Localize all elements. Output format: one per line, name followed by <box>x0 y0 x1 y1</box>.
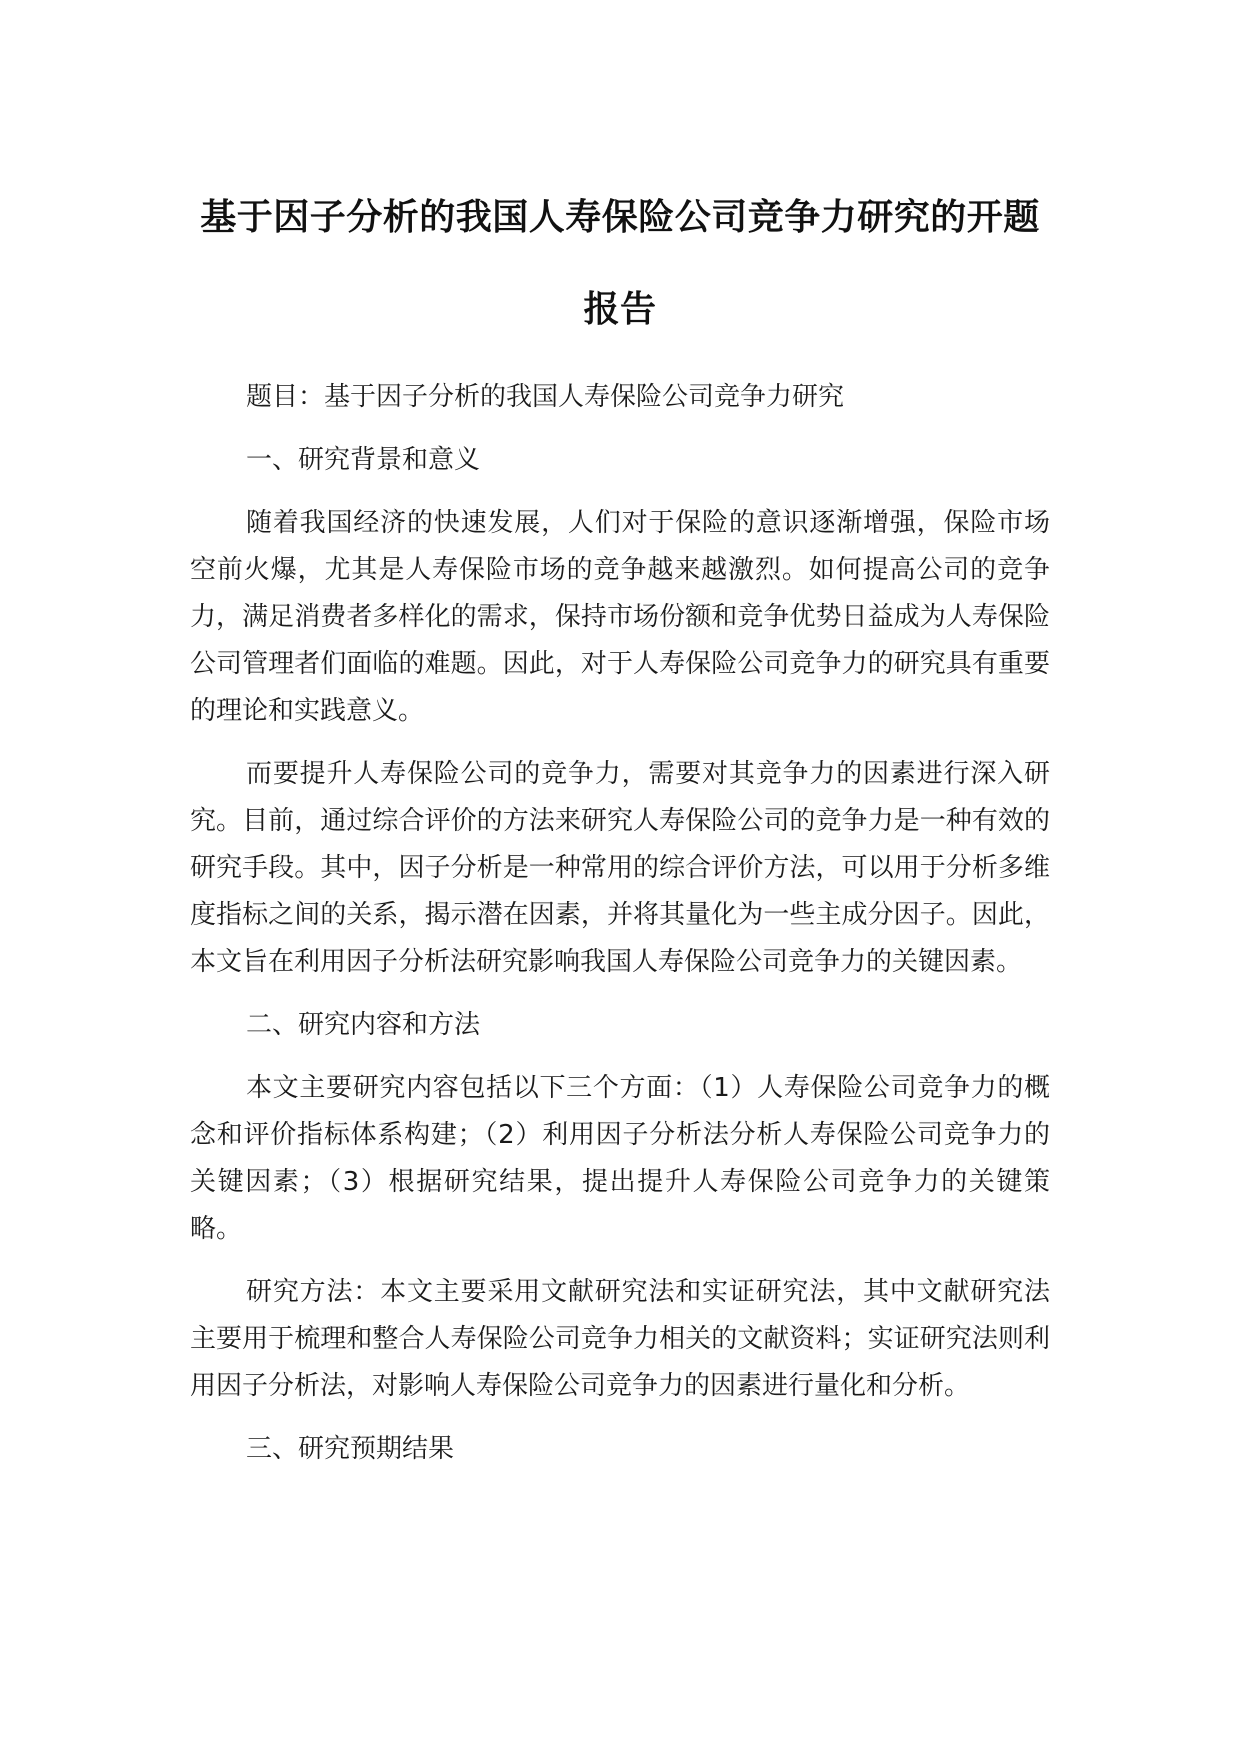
section-heading-expected-results: 三、研究预期结果 <box>246 1434 455 1464</box>
document-body <box>190 374 1050 1489</box>
paragraph-background: 随着我国经济的快速发展，人们对于保险的意识逐渐增强，保险市场空前火爆，尤其是人寿保险市场的竞争越来越激烈。如何提高公司的竞争力，满足消费者多样化的需求，保持市场份额和竞争优势日益成为人寿保险公司管理者们面临的难题。因此，对于人寿保险公司竞争力的研究具有重要的理论和实践意义。 <box>190 508 1050 726</box>
document-title: 基于因子分析的我国人寿保险公司竞争力研究的开题报告 <box>200 197 1040 330</box>
topic-line: 题目：基于因子分析的我国人寿保险公司竞争力研究 <box>246 382 845 412</box>
paragraph-research-method: 研究方法：本文主要采用文献研究法和实证研究法，其中文献研究法主要用于梳理和整合人寿保险公司竞争力相关的文献资料；实证研究法则利用因子分析法，对影响人寿保险公司竞争力的因素进行量化和分析。 <box>190 1277 1050 1401</box>
section-heading-background: 一、研究背景和意义 <box>246 445 481 475</box>
section-heading-content-method: 二、研究内容和方法 <box>246 1010 481 1040</box>
paragraph-factor-analysis: 而要提升人寿保险公司的竞争力，需要对其竞争力的因素进行深入研究。目前，通过综合评价的方法来研究人寿保险公司的竞争力是一种有效的研究手段。其中，因子分析是一种常用的综合评价方法，可以用于分析多维度指标之间的关系，揭示潜在因素，并将其量化为一些主成分因子。因此，本文旨在利用因子分析法研究影响我国人寿保险公司竞争力的关键因素。 <box>190 759 1050 977</box>
paragraph-research-content: 本文主要研究内容包括以下三个方面：（1）人寿保险公司竞争力的概念和评价指标体系构建；（2）利用因子分析法分析人寿保险公司竞争力的关键因素；（3）根据研究结果，提出提升人寿保险公司竞争力的关键策略。 <box>190 1073 1050 1244</box>
